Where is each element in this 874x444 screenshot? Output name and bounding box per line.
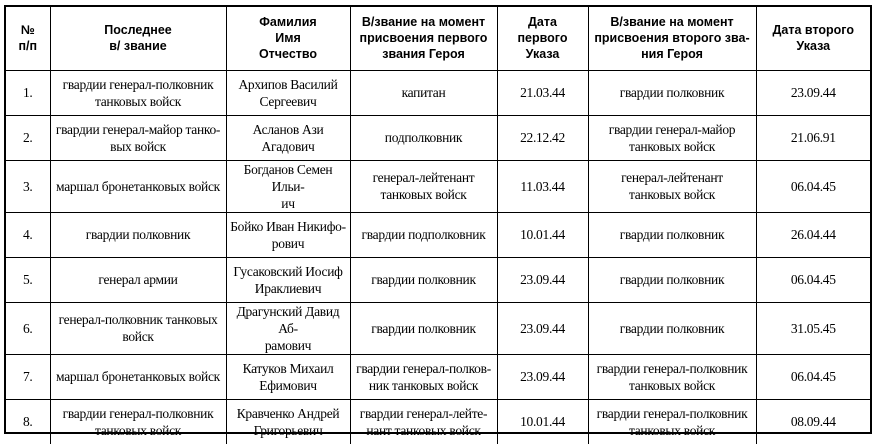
cell-line: генерал-полковник танковых — [58, 312, 218, 327]
cell-line: Указа — [525, 47, 560, 62]
cell-num: 4. — [6, 212, 50, 257]
cell-last-rank — [50, 257, 226, 302]
cell-rank-second — [588, 70, 756, 115]
cell-rank-first — [350, 115, 497, 160]
cell-line: гвардии полковник — [85, 227, 191, 242]
cell-line: генерал-лейтенант — [372, 170, 475, 185]
cell-date-first: 11.03.44 — [497, 160, 588, 212]
cell-line: танковых войск — [380, 187, 467, 202]
table-frame — [4, 5, 872, 438]
cell-line: войск — [122, 329, 154, 344]
cell-date-first: 23.09.44 — [497, 302, 588, 354]
cell-line: гвардии полковник — [619, 320, 725, 336]
cell-date-second: 26.04.44 — [756, 212, 870, 257]
cell-line: Драгунский Давид Аб- — [236, 303, 340, 336]
cell-line: гвардии генерал-майор танко- — [55, 121, 221, 137]
table-body — [6, 70, 870, 444]
cell-line: Имя — [275, 31, 301, 46]
cell-line: рович — [271, 235, 305, 251]
cell-line: Отчество — [258, 47, 318, 62]
table-row — [6, 115, 870, 160]
cell-line: гвардии полковник — [619, 272, 725, 287]
cell-line: первого — [517, 31, 568, 46]
cell-date-first: 23.09.44 — [497, 354, 588, 399]
cell-line: нант танковых войск — [366, 422, 481, 438]
header-row — [6, 7, 870, 70]
cell-line: Асланов Ази Агадович — [252, 121, 324, 154]
cell-line: в/ звание — [109, 39, 167, 54]
cell-line: Дата второго — [772, 23, 854, 38]
cell-line: танковых войск — [628, 138, 716, 154]
cell-line: ич — [281, 195, 295, 211]
cell-date-second: 06.04.45 — [756, 354, 870, 399]
cell-name — [226, 70, 350, 115]
cell-line: гвардии полковник — [619, 85, 725, 100]
table-row — [6, 70, 870, 115]
cell-line: Фамилия — [259, 15, 317, 30]
cell-last-rank — [50, 160, 226, 212]
cell-rank-second — [588, 257, 756, 302]
cell-last-rank — [50, 115, 226, 160]
cell-line: гвардии генерал-майор — [608, 121, 736, 137]
cell-rank-first — [350, 70, 497, 115]
cell-rank-second — [588, 354, 756, 399]
cell-date-second: 31.05.45 — [756, 302, 870, 354]
cell-line: № — [20, 23, 35, 38]
cell-line: ния Героя — [641, 47, 703, 62]
cell-line: п/п — [18, 39, 38, 54]
cell-line: Указа — [796, 39, 831, 54]
cell-num: 8. — [6, 399, 50, 444]
cell-line: танковых войск — [94, 93, 182, 109]
cell-date-first: 23.09.44 — [497, 257, 588, 302]
cell-line: танковых войск — [628, 187, 716, 202]
cell-date-first: 10.01.44 — [497, 212, 588, 257]
cell-date-second: 21.06.91 — [756, 115, 870, 160]
cell-line: танковых войск — [94, 422, 182, 438]
cell-line: гвардии генерал-лейте- — [359, 405, 488, 421]
header-date-second — [756, 7, 870, 70]
table-row — [6, 212, 870, 257]
cell-rank-first — [350, 354, 497, 399]
cell-last-rank — [50, 212, 226, 257]
cell-line: присвоения первого — [359, 31, 488, 46]
cell-line: гвардии полковник — [371, 272, 476, 287]
cell-last-rank — [50, 354, 226, 399]
cell-last-rank — [50, 70, 226, 115]
table-row — [6, 354, 870, 399]
table-row — [6, 399, 870, 444]
header-name — [226, 7, 350, 70]
cell-line: гвардии полковник — [371, 320, 476, 336]
cell-line: танковых войск — [628, 377, 716, 393]
cell-num: 2. — [6, 115, 50, 160]
cell-num: 3. — [6, 160, 50, 212]
cell-line: подполковник — [384, 130, 463, 145]
cell-rank-first — [350, 399, 497, 444]
cell-rank-first — [350, 212, 497, 257]
table-row — [6, 160, 870, 212]
cell-num: 7. — [6, 354, 50, 399]
table-row — [6, 302, 870, 354]
cell-name — [226, 212, 350, 257]
cell-rank-first — [350, 302, 497, 354]
cell-line: гвардии генерал-полковник — [62, 76, 214, 92]
cell-line: вых войск — [110, 138, 166, 154]
cell-line: маршал бронетанковых войск — [56, 178, 220, 194]
cell-line: Архипов Василий — [238, 76, 338, 92]
cell-rank-second — [588, 115, 756, 160]
cell-line: Ефимович — [259, 377, 317, 393]
cell-date-first: 21.03.44 — [497, 70, 588, 115]
cell-rank-first — [350, 160, 497, 212]
cell-line: Бойко Иван Никифо- — [230, 218, 346, 234]
cell-line: В/звание на момент — [610, 15, 734, 30]
cell-date-second: 06.04.45 — [756, 160, 870, 212]
cell-name — [226, 160, 350, 212]
header-num — [6, 7, 50, 70]
cell-last-rank — [50, 302, 226, 354]
cell-rank-second — [588, 160, 756, 212]
cell-line: гвардии генерал-полковник — [62, 405, 214, 421]
cell-rank-first — [350, 257, 497, 302]
cell-name — [226, 399, 350, 444]
cell-rank-second — [588, 212, 756, 257]
cell-line: гвардии генерал-полковник — [596, 360, 748, 376]
header-rank-second — [588, 7, 756, 70]
cell-line: звания Героя — [382, 47, 465, 62]
cell-line: гвардии генерал-полковник — [596, 405, 748, 421]
cell-line: гвардии генерал-полков- — [356, 360, 491, 376]
cell-line: Катуков Михаил — [242, 360, 334, 376]
cell-num: 6. — [6, 302, 50, 354]
cell-num: 5. — [6, 257, 50, 302]
cell-line: Григорьевич — [253, 422, 323, 438]
cell-date-second: 23.09.44 — [756, 70, 870, 115]
heroes-table — [6, 7, 870, 444]
cell-line: капитан — [401, 85, 446, 100]
header-date-first — [497, 7, 588, 70]
cell-last-rank — [50, 399, 226, 444]
cell-line: генерал-лейтенант — [621, 170, 723, 185]
cell-line: Последнее — [104, 23, 172, 38]
cell-line: присвоения второго зва- — [594, 31, 750, 46]
cell-date-first: 10.01.44 — [497, 399, 588, 444]
cell-line: гвардии полковник — [619, 227, 725, 242]
cell-name — [226, 257, 350, 302]
cell-rank-second — [588, 399, 756, 444]
cell-line: В/звание на момент — [361, 15, 486, 30]
cell-line: ник танковых войск — [368, 377, 479, 393]
cell-line: Гусаковский Иосиф — [233, 263, 343, 279]
cell-line: Ираклиевич — [254, 280, 322, 296]
cell-num: 1. — [6, 70, 50, 115]
table-row — [6, 257, 870, 302]
cell-line: маршал бронетанковых войск — [56, 369, 220, 384]
cell-line: Кравченко Андрей — [236, 405, 340, 421]
header-last-rank — [50, 7, 226, 70]
cell-line: Дата — [528, 15, 557, 30]
cell-line: генерал армии — [98, 272, 178, 287]
cell-name — [226, 354, 350, 399]
cell-line: гвардии подполковник — [361, 227, 486, 242]
cell-name — [226, 302, 350, 354]
cell-date-second: 06.04.45 — [756, 257, 870, 302]
cell-date-first: 22.12.42 — [497, 115, 588, 160]
cell-name — [226, 115, 350, 160]
cell-date-second: 08.09.44 — [756, 399, 870, 444]
cell-line: Сергеевич — [259, 93, 317, 109]
cell-line: Богданов Семен Ильи- — [243, 161, 333, 194]
header-rank-first — [350, 7, 497, 70]
cell-line: танковых войск — [628, 422, 716, 438]
cell-rank-second — [588, 302, 756, 354]
cell-line: рамович — [264, 337, 312, 353]
